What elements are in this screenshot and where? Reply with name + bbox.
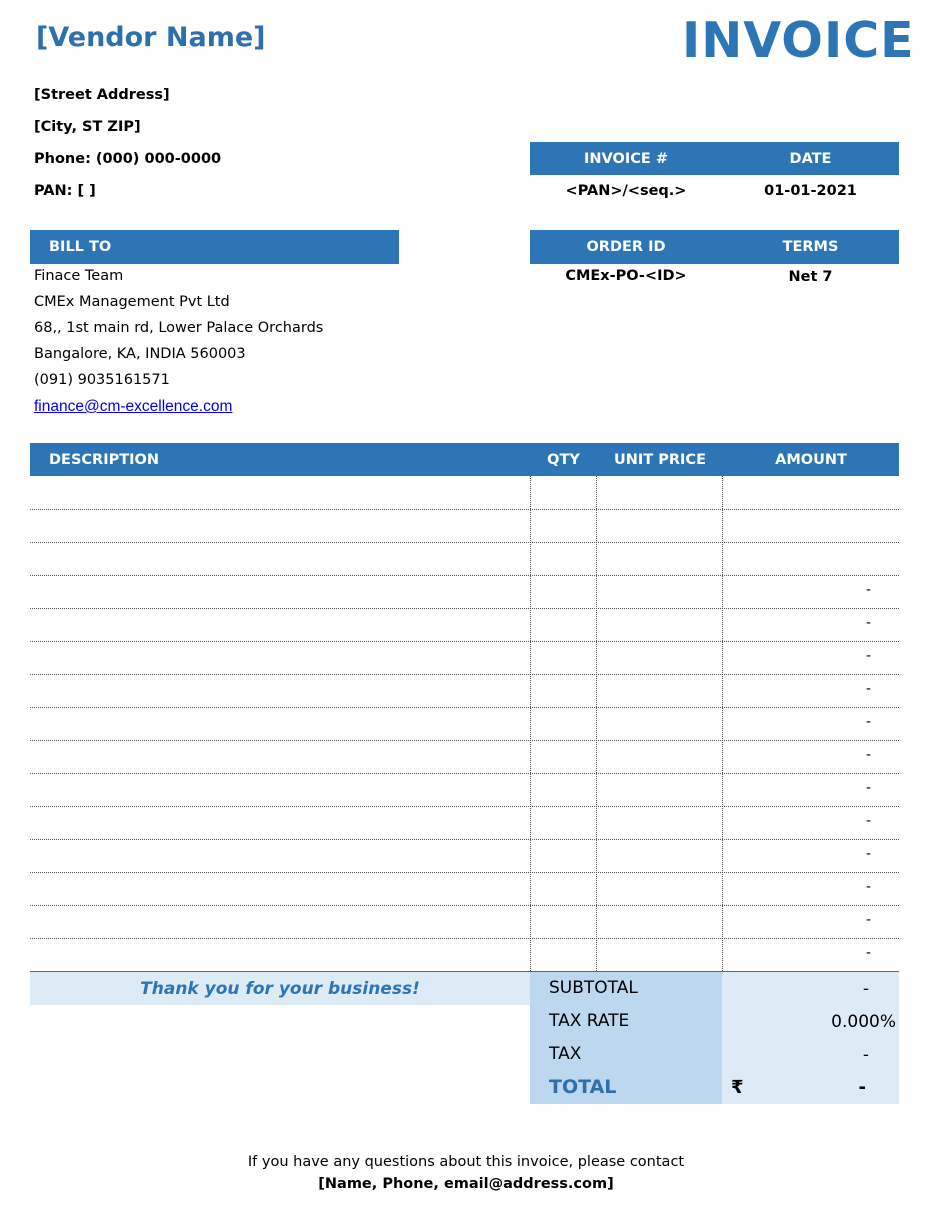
amount-cell: -	[865, 747, 871, 763]
total-label: TOTAL	[549, 1076, 617, 1098]
tax-value: -	[862, 1045, 869, 1065]
amount-cell: -	[865, 879, 871, 895]
bill-to-line: 68,, 1st main rd, Lower Palace Orchards	[34, 320, 324, 336]
footer-contact-details: [Name, Phone, email@address.com]	[318, 1176, 614, 1192]
subtotal-label: SUBTOTAL	[549, 978, 638, 998]
table-row	[30, 938, 899, 972]
amount-cell: -	[865, 945, 871, 961]
table-row	[30, 740, 899, 774]
amount-cell: -	[865, 846, 871, 862]
table-row	[30, 575, 899, 609]
invoice-number-value: <PAN>/<seq.>	[565, 183, 687, 199]
table-row	[30, 674, 899, 708]
bill-to-line: CMEx Management Pvt Ltd	[34, 294, 230, 310]
table-row	[30, 773, 899, 807]
amount-cell: -	[865, 648, 871, 664]
column-divider	[722, 476, 723, 971]
summary-value-column	[722, 972, 899, 1104]
total-value: -	[858, 1077, 866, 1098]
items-table-header	[30, 443, 899, 476]
bill-to-line: (091) 9035161571	[34, 372, 170, 388]
order-header-bar	[530, 230, 899, 264]
vendor-name: [Vendor Name]	[36, 22, 266, 53]
bill-to-line: Finace Team	[34, 268, 124, 284]
terms-value: Net 7	[788, 269, 833, 285]
table-row	[30, 608, 899, 642]
table-row	[30, 542, 899, 576]
tax-rate-value: 0.000%	[831, 1012, 896, 1032]
table-row	[30, 476, 899, 510]
vendor-street: [Street Address]	[34, 87, 170, 103]
table-row	[30, 707, 899, 741]
subtotal-value: -	[862, 979, 869, 999]
date-value: 01-01-2021	[764, 183, 857, 199]
table-row	[30, 509, 899, 543]
invoice-title: INVOICE	[682, 12, 915, 69]
footer-contact-text: If you have any questions about this invoice, please contact	[247, 1154, 685, 1170]
vendor-phone: Phone: (000) 000-0000	[34, 151, 222, 167]
tax-rate-label: TAX RATE	[549, 1011, 630, 1031]
amount-cell: -	[865, 582, 871, 598]
amount-cell: -	[865, 615, 871, 631]
description-header: DESCRIPTION	[49, 451, 159, 468]
bill-to-label: BILL TO	[49, 239, 112, 255]
qty-header: QTY	[547, 451, 580, 468]
terms-label: TERMS	[782, 239, 839, 255]
table-row	[30, 872, 899, 906]
amount-header: AMOUNT	[775, 451, 847, 468]
currency-symbol: ₹	[731, 1077, 744, 1098]
bill-to-header	[30, 230, 399, 264]
table-row	[30, 905, 899, 939]
amount-cell: -	[865, 912, 871, 928]
order-id-value: CMEx-PO-<ID>	[565, 268, 687, 284]
column-divider	[596, 476, 597, 971]
invoice-header-bar	[530, 142, 899, 175]
invoice-number-label: INVOICE #	[584, 150, 668, 167]
column-divider	[530, 476, 531, 971]
bill-to-email-link[interactable]: finance@cm-excellence.com	[34, 398, 233, 415]
amount-cell: -	[865, 813, 871, 829]
table-row	[30, 839, 899, 873]
unit-price-header: UNIT PRICE	[614, 451, 706, 468]
order-id-label: ORDER ID	[586, 239, 666, 255]
bill-to-line: Bangalore, KA, INDIA 560003	[34, 346, 246, 362]
amount-cell: -	[865, 681, 871, 697]
vendor-pan: PAN: [ ]	[34, 183, 96, 199]
table-row	[30, 806, 899, 840]
amount-cell: -	[865, 780, 871, 796]
table-row	[30, 641, 899, 675]
amount-cell: -	[865, 714, 871, 730]
tax-label: TAX	[549, 1044, 582, 1064]
date-label: DATE	[789, 150, 832, 167]
vendor-city: [City, ST ZIP]	[34, 119, 141, 135]
thank-you-message: Thank you for your business!	[30, 972, 530, 1005]
